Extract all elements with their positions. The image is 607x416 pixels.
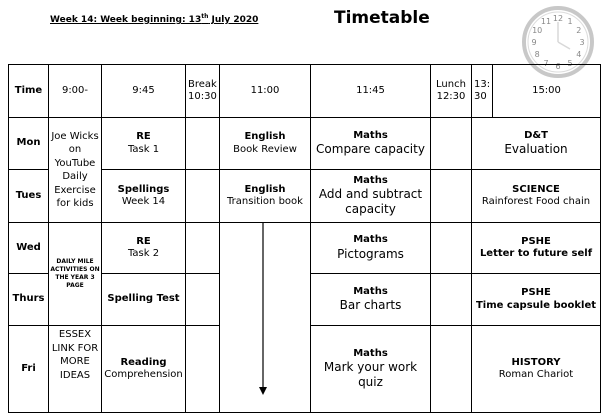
day-tues: Tues <box>9 170 49 223</box>
clock-number: 10 <box>532 26 543 35</box>
header-1330: 13: 30 <box>472 65 493 118</box>
header-1145: 11:45 <box>311 65 431 118</box>
wed-slot3-sub: Pictograms <box>337 246 404 261</box>
thurs-slot1-title: Spelling Test <box>107 293 180 305</box>
day-mon: Mon <box>9 118 49 170</box>
mon-slot4-sub: Evaluation <box>504 142 568 157</box>
tues-break <box>186 170 220 223</box>
clock-number: 9 <box>531 38 537 47</box>
clock-number: 3 <box>579 38 585 47</box>
week-heading: Week 14: Week beginning: 13th July 2020 <box>50 13 259 25</box>
tues-slot2-title: English <box>244 183 286 195</box>
header-900: 9:00- <box>49 65 102 118</box>
english-continuation <box>220 223 311 413</box>
mon-slot1-title: RE <box>136 131 151 142</box>
header-time: Time <box>9 65 49 118</box>
fri-lunch <box>431 326 472 413</box>
fri-slot3-title: Maths <box>353 347 388 359</box>
mon-slot4-title: D&T <box>524 129 548 141</box>
clock-number: 5 <box>567 58 573 68</box>
mon-slot1-sub: Task 1 <box>127 143 160 155</box>
thurs-slot3-title: Maths <box>353 285 388 297</box>
wed-lunch <box>431 223 472 274</box>
side-joe-wicks: Joe Wicks on YouTube Daily Exercise for kids <box>49 118 102 223</box>
day-thurs: Thurs <box>9 274 49 326</box>
thurs-lunch <box>431 274 472 326</box>
header-1100: 11:00 <box>220 65 311 118</box>
fri-slot1-title: Reading <box>120 356 167 368</box>
fri-break <box>186 326 220 413</box>
wed-slot4-sub: Letter to future self <box>479 248 593 259</box>
clock-number: 2 <box>576 26 582 35</box>
thurs-break <box>186 274 220 326</box>
clock-number: 6 <box>555 62 561 71</box>
tues-slot1-sub: Week 14 <box>121 196 166 207</box>
mon-slot3-title: Maths <box>353 129 388 141</box>
tues-slot3-sub: Add and subtract capacity <box>318 187 423 217</box>
thurs-slot3-sub: Bar charts <box>339 298 402 313</box>
page-title: Timetable <box>334 8 430 28</box>
wed-slot4-title: PSHE <box>521 235 551 247</box>
clock-number: 12 <box>552 14 564 23</box>
mon-break <box>186 118 220 170</box>
tues-slot4-sub: Rainforest Food chain <box>481 196 591 207</box>
clock-number: 4 <box>576 50 582 59</box>
tues-slot3-title: Maths <box>353 174 388 186</box>
tues-slot4-title: SCIENCE <box>512 183 560 195</box>
timetable <box>8 64 601 413</box>
side-essex-link: ESSEX LINK FOR MORE IDEAS <box>49 326 102 413</box>
down-arrow-icon <box>258 223 268 400</box>
fri-slot1-sub: Comprehension <box>104 369 183 380</box>
mon-slot2-sub: Book Review <box>233 143 297 155</box>
mon-lunch <box>431 118 472 170</box>
wed-slot1-title: RE <box>136 235 151 247</box>
mon-slot2-title: English <box>244 131 286 142</box>
day-wed: Wed <box>9 223 49 274</box>
side-daily-mile: DAILY MILE ACTIVITIES ON THE YEAR 3 PAGE <box>49 223 102 326</box>
clock-number: 11 <box>540 17 552 27</box>
wed-break <box>186 223 220 274</box>
header-lunch: Lunch 12:30 <box>431 65 472 118</box>
tues-slot1-title: Spellings <box>117 183 170 195</box>
fri-slot4-sub: Roman Chariot <box>498 369 574 380</box>
wed-slot3-title: Maths <box>353 234 388 246</box>
thurs-slot4-sub: Time capsule booklet <box>475 299 597 311</box>
thurs-slot4-title: PSHE <box>521 287 551 298</box>
tues-lunch <box>431 170 472 223</box>
clock-number: 8 <box>534 50 540 59</box>
fri-slot3-sub: Mark your work quiz <box>323 360 418 390</box>
header-945: 9:45 <box>102 65 186 118</box>
mon-slot3-sub: Compare capacity <box>316 142 425 157</box>
day-fri: Fri <box>9 326 49 413</box>
header-break: Break 10:30 <box>186 65 220 118</box>
fri-slot4-title: HISTORY <box>511 356 561 368</box>
tues-slot2-sub: Transition book <box>227 196 303 207</box>
clock-number: 1 <box>567 17 573 27</box>
clock-number: 7 <box>543 58 549 68</box>
wed-slot1-sub: Task 2 <box>127 248 160 259</box>
header-1500: 15:00 <box>493 65 601 118</box>
